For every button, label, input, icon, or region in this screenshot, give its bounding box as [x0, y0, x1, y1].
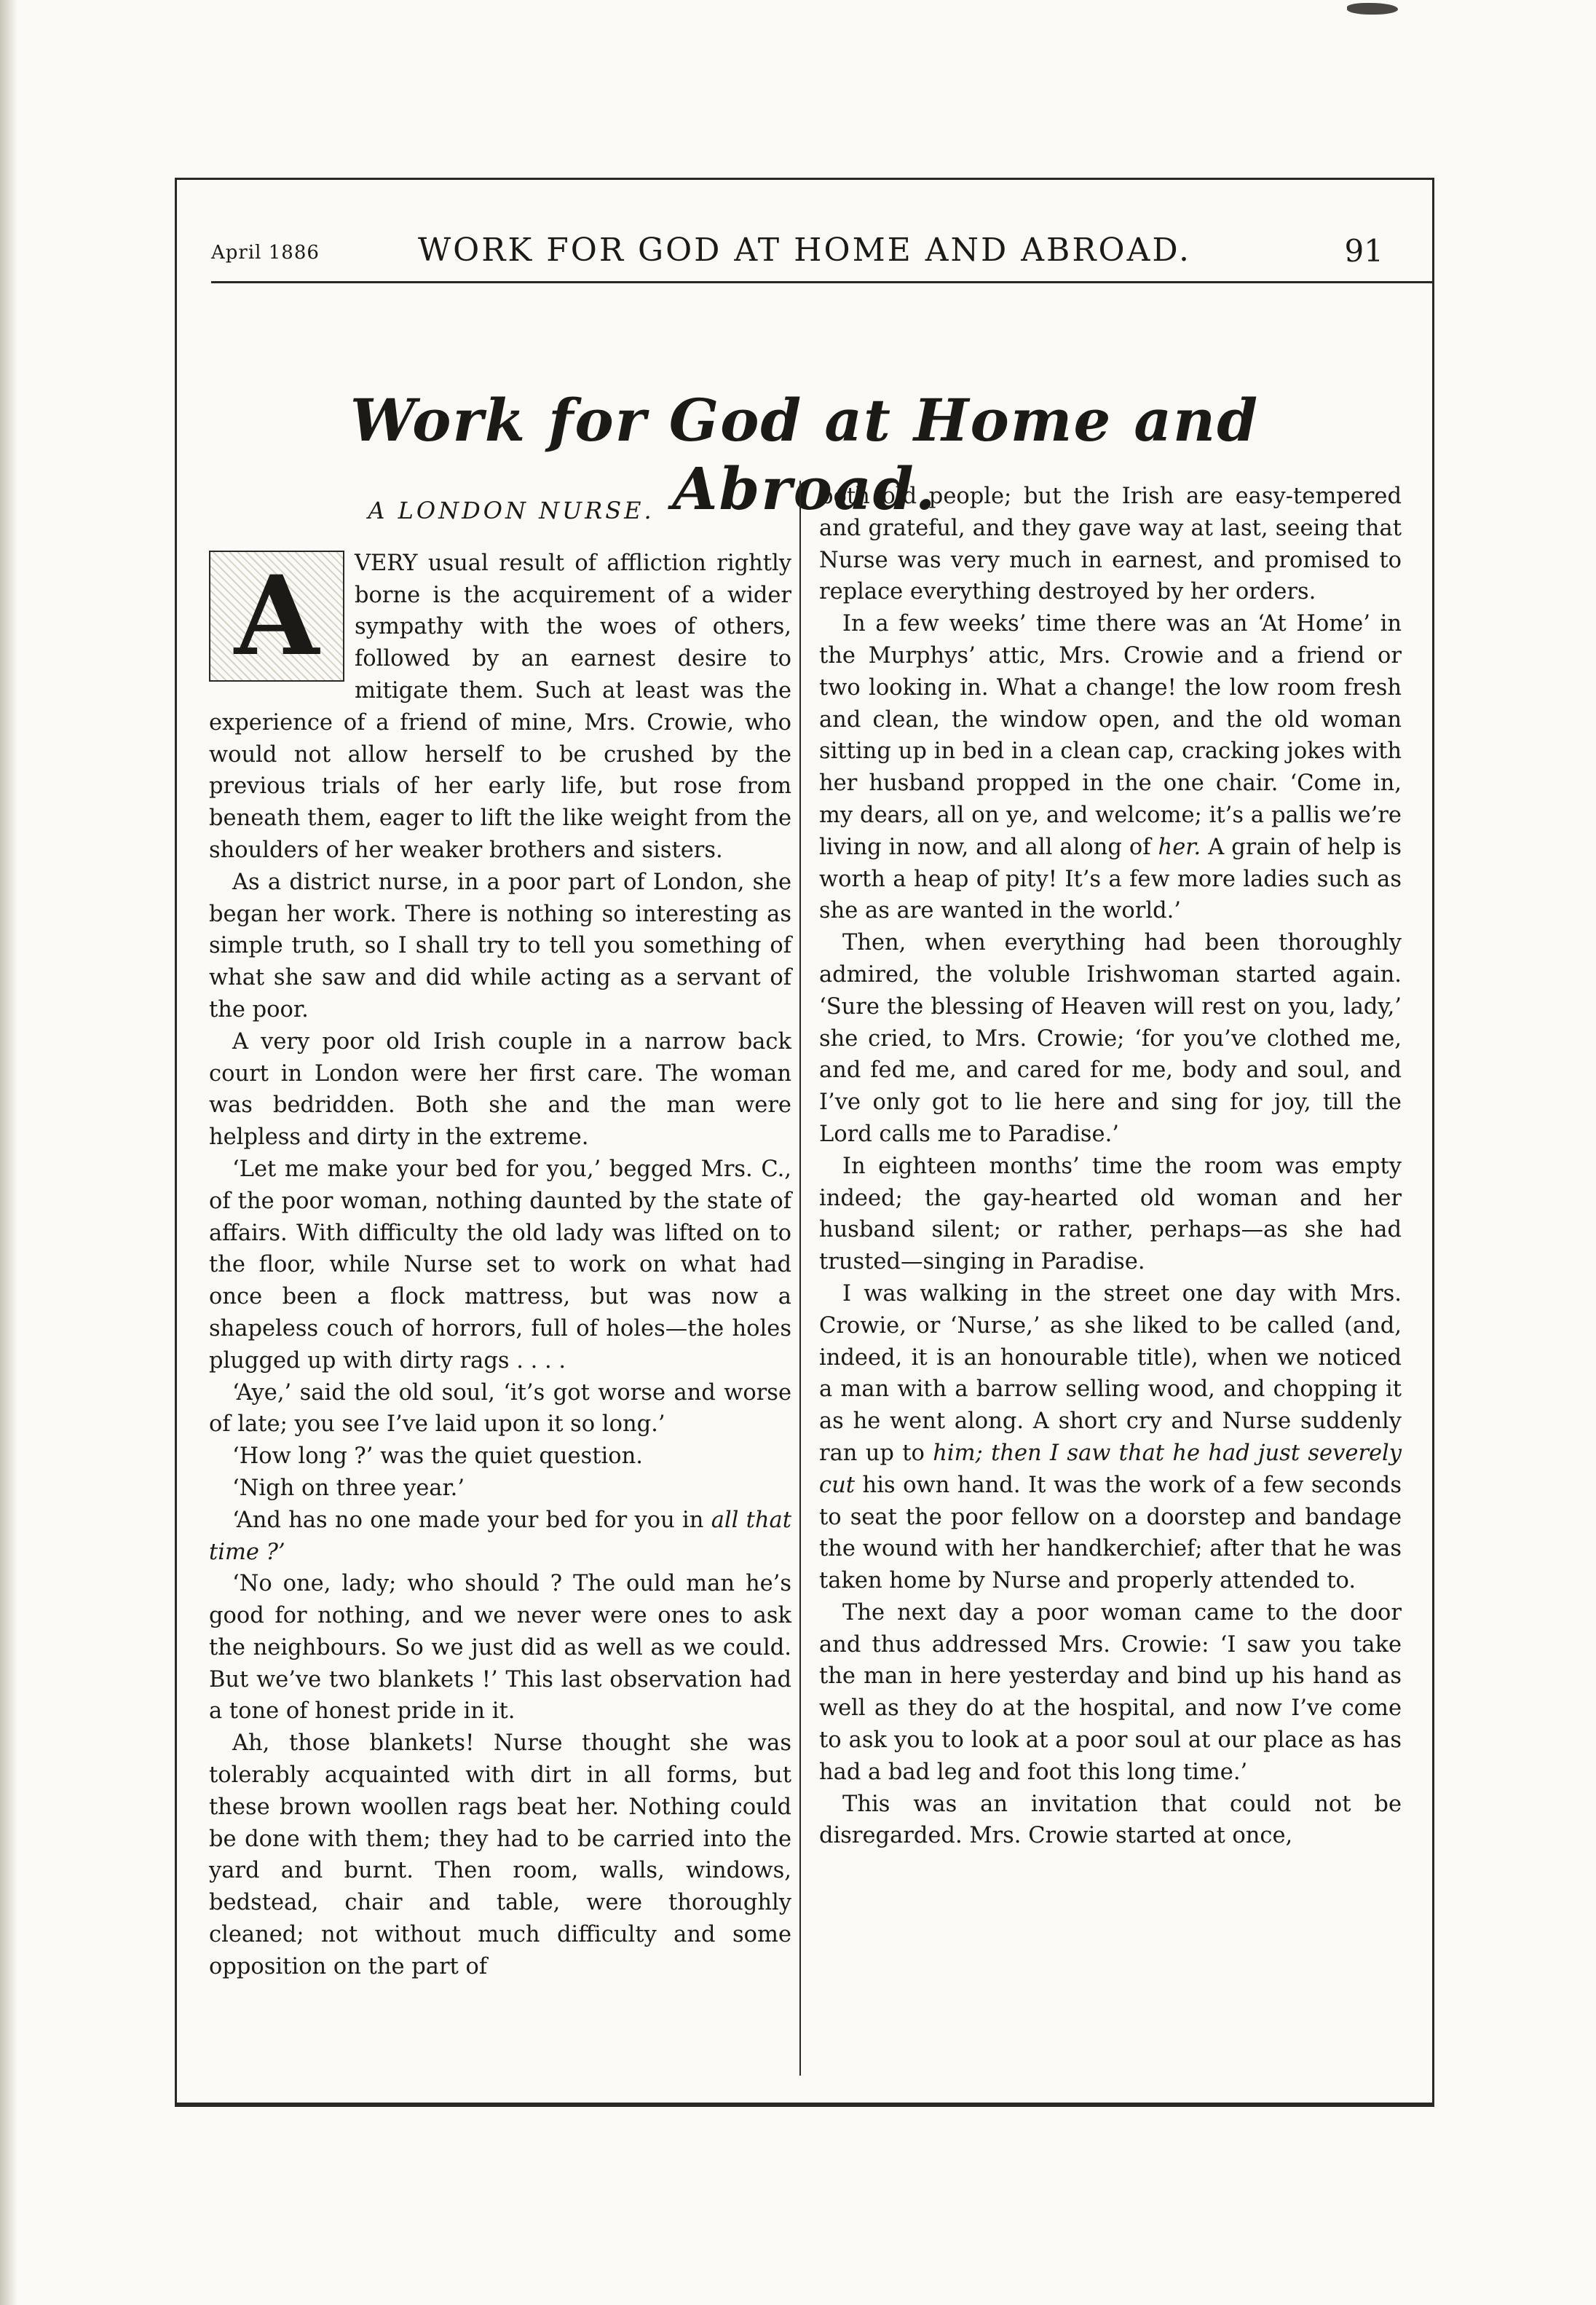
paragraph: Ah, those blankets! Nurse thought she was tolerably acquainted with dirt in all forms, but these brown woollen rags beat her. Nothing could be done with them; they had to be carried into the yard and burnt. Then room, walls, windows, bedstead, chair and table, were thoroughly cleaned; not without much difficulty and some opposition on the part of: [209, 1730, 791, 1979]
paragraph: [819, 1278, 1402, 1597]
paragraph: Then, when everything had been thoroughly admired, the voluble Irishwoman started again. ‘Sure the blessing of Heaven will rest on you, lady,’ she cried, to Mrs. Crowie; ‘for you’ve clothed me, and fed me, and cared for me, body and soul, and I’ve only got to lie here and sing for joy, till the Lord calls me to Paradise.’: [819, 930, 1402, 1147]
paragraph: ‘No one, lady; who should ? The ould man he’s good for nothing, and we never were ones to ask the neighbours. So we just did as well as we could. But we’ve two blankets !’ This last observation had a tone of honest pride in it.: [209, 1571, 791, 1725]
column-divider: [799, 481, 801, 2076]
right-column: [819, 481, 1402, 1852]
paragraph: A very poor old Irish couple in a narrow back court in London were her first care. The woman was bedridden. Both she and the man were helpless and dirty in the extreme.: [209, 1028, 791, 1151]
paragraph: ‘Let me make your bed for you,’ begged Mrs. C., of the poor woman, nothing daunted by the state of affairs. With difficulty the old lady was lifted on to the floor, while Nurse set to work on what had once been a flock mattress, but was now a shapeless couch of horrors, full of holes—the holes plugged up with dirty rags . . . .: [209, 1156, 791, 1374]
bottom-rule: [175, 2105, 1434, 2107]
page-number: 91: [1344, 233, 1383, 269]
paragraph: ‘How long ?’ was the quiet question.: [232, 1443, 643, 1470]
ink-smudge: [1347, 3, 1398, 15]
paragraph-text: I was walking in the street one day with Mrs. Crowie, or ‘Nurse,’ as she liked to be called (and, indeed, it is an honourable title), when we noticed a man with a barrow selling wood, and chopping it as he went along. A short cry and Nurse suddenly ran up to: [819, 1280, 1402, 1466]
paragraph: [209, 548, 791, 867]
italic-text: him; then I saw that he had just severely cut: [819, 1440, 1402, 1498]
section-title: A LONDON NURSE.: [368, 497, 655, 524]
italic-text: all that time ?’: [209, 1507, 791, 1565]
paragraph: As a district nurse, in a poor part of London, she began her work. There is nothing so interesting as simple truth, so I shall try to tell you something of what she saw and did while acting as a servant of the poor.: [209, 869, 791, 1023]
page-binding-shadow: [0, 0, 17, 2305]
paragraph: [819, 608, 1402, 927]
paragraph-text: his own hand. It was the work of a few seconds to seat the poor fellow on a doorstep and bandage the wound with her handkerchief; after that he was taken home by Nurse and properly attended to.: [819, 1472, 1402, 1594]
running-head-date: April 1886: [211, 242, 320, 264]
running-head-rule: [211, 281, 1434, 283]
italic-text: her.: [1158, 834, 1201, 860]
paragraph: [209, 1505, 791, 1569]
left-column: [209, 481, 791, 1983]
running-head-title: WORK FOR GOD AT HOME AND ABROAD.: [417, 232, 1192, 269]
drop-cap-initial: [209, 551, 344, 682]
paragraph: both old people; but the Irish are easy-tempered and grateful, and they gave way at last, seeing that Nurse was very much in earnest, and promised to replace everything destroyed by her orders.: [819, 484, 1402, 605]
paragraph-text: A grain of help is worth a heap of pity! It’s a few more ladies such as she as are wanted in the world.’: [819, 834, 1402, 924]
paragraph-text: VERY usual result of affliction rightly borne is the acquirement of a wider sympathy with the woes of others, followed by an earnest desire to mitigate them. Such at least was the experience of a friend of mine, Mrs. Crowie, who would not allow herself to be crushed by the previous trials of her early life, but rose from beneath them, eager to lift the like weight from the shoulders of her weaker brothers and sisters.: [209, 550, 791, 863]
paragraph: The next day a poor woman came to the door and thus addressed Mrs. Crowie: ‘I saw you take the man in here yesterday and bind up his hand as well as they do at the hospital, and now I’ve come to ask you to look at a poor soul at our place as has had a bad leg and foot this long time.’: [819, 1599, 1402, 1785]
running-head: [211, 232, 1398, 275]
masthead-title: Work for God at Home and Abroad.: [349, 386, 1260, 523]
paragraph: This was an invitation that could not be disregarded. Mrs. Crowie started at once,: [819, 1791, 1402, 1849]
paragraph: In eighteen months’ time the room was empty indeed; the gay-hearted old woman and her husband silent; or rather, perhaps—as she had trusted—singing in Paradise.: [819, 1153, 1402, 1275]
paragraph: ‘Nigh on three year.’: [232, 1475, 465, 1501]
paragraph: ‘Aye,’ said the old soul, ‘it’s got worse and worse of late; you see I’ve laid upon it so long.’: [209, 1379, 791, 1438]
paragraph-text: In a few weeks’ time there was an ‘At Home’ in the Murphys’ attic, Mrs. Crowie and a friend or two looking in. What a change! the low room fresh and clean, the window open, and the old woman sitting up in bed in a clean cap, cracking jokes with her husband propped in the one chair. ‘Come in, my dears, all on ye, and welcome; it’s a pallis we’re living in now, and all along of: [819, 611, 1402, 860]
paragraph-text: ‘And has no one made your bed for you in: [232, 1507, 711, 1533]
drop-cap-letter: A: [234, 551, 320, 680]
